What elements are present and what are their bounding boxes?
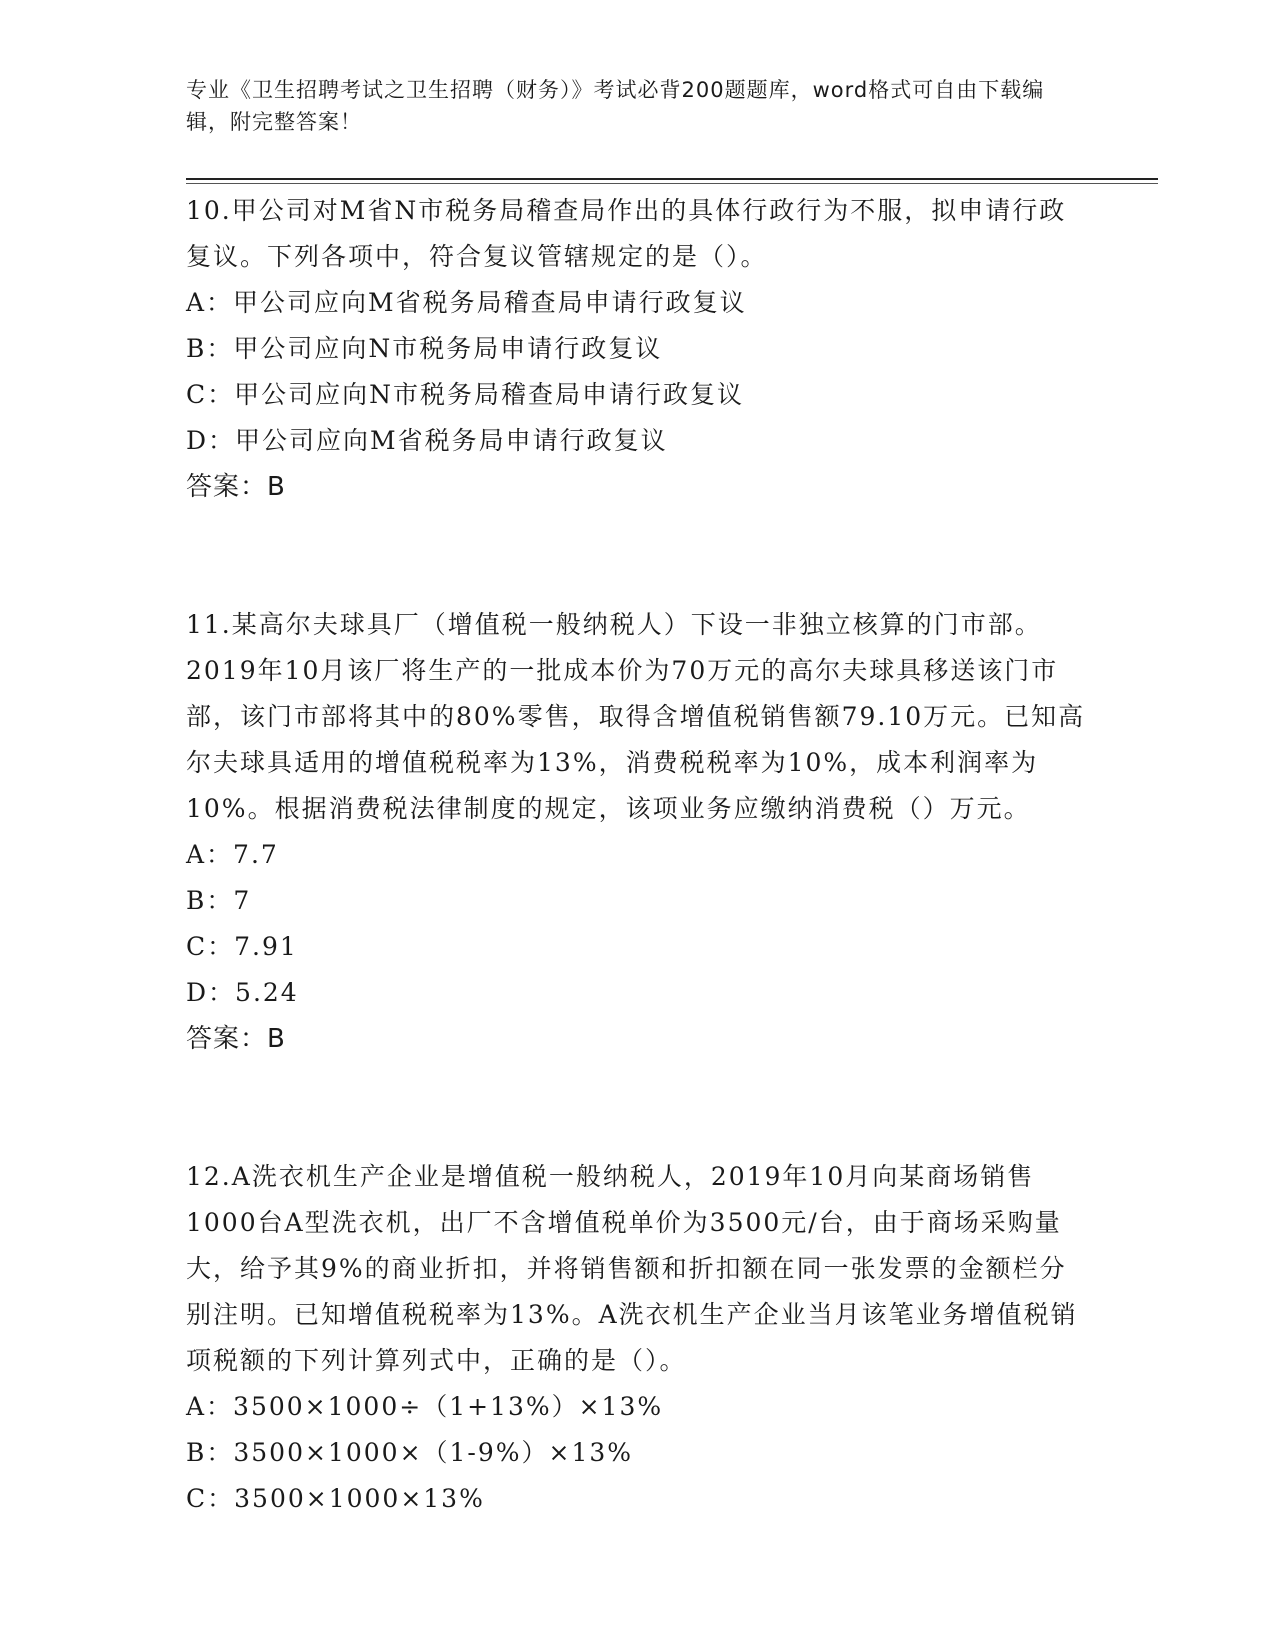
document-header: 专业《卫生招聘考试之卫生招聘（财务）》考试必背200题题库，word格式可自由下载编辑，附完整答案！	[186, 78, 1045, 134]
header-divider-thick	[186, 178, 1158, 180]
question-stem: 11.某高尔夫球具厂（增值税一般纳税人）下设一非独立核算的门市部。2019年10月该厂将生产的一批成本价为70万元的高尔夫球具移送该门市部，该门市部将其中的80%零售，取得含增值税销售额79.10万元。已知高尔夫球具适用的增值税税率为13%，消费税税率为10%，成本利润率为10%。根据消费税法律制度的规定，该项业务应缴纳消费税（）万元。	[186, 610, 1086, 823]
option-b: B：3500×1000×（1-9%）×13%	[186, 1438, 634, 1467]
header-divider-thin	[186, 183, 1158, 184]
answer-label: 答案：B	[186, 1024, 286, 1054]
option-a: A：甲公司应向M省税务局稽查局申请行政复议	[186, 288, 747, 317]
answer-label: 答案：B	[186, 472, 286, 502]
option-b: B：7	[186, 886, 252, 915]
question-11	[186, 602, 1086, 1062]
question-spacer	[186, 510, 1086, 602]
option-c: C：3500×1000×13%	[186, 1484, 485, 1513]
question-stem: 12.A洗衣机生产企业是增值税一般纳税人，2019年10月向某商场销售1000台A型洗衣机，出厂不含增值税单价为3500元/台，由于商场采购量大，给予其9%的商业折扣，并将销售额和折扣额在同一张发票的金额栏分别注明。已知增值税税率为13%。A洗衣机生产企业当月该笔业务增值税销项税额的下列计算列式中，正确的是（）。	[186, 1162, 1078, 1375]
option-d: D：甲公司应向M省税务局申请行政复议	[186, 426, 668, 455]
question-12	[186, 1154, 1086, 1522]
option-c: C：7.91	[186, 932, 298, 961]
option-b: B：甲公司应向N市税务局申请行政复议	[186, 334, 663, 363]
question-stem: 10.甲公司对M省N市税务局稽查局作出的具体行政行为不服，拟申请行政复议。下列各项中，符合复议管辖规定的是（）。	[186, 196, 1067, 271]
question-list	[186, 188, 1086, 1522]
option-c: C：甲公司应向N市税务局稽查局申请行政复议	[186, 380, 745, 409]
option-a: A：3500×1000÷（1+13%）×13%	[186, 1392, 664, 1421]
question-spacer	[186, 1062, 1086, 1154]
question-10	[186, 188, 1086, 510]
option-d: D：5.24	[186, 978, 299, 1007]
option-a: A：7.7	[186, 840, 279, 869]
